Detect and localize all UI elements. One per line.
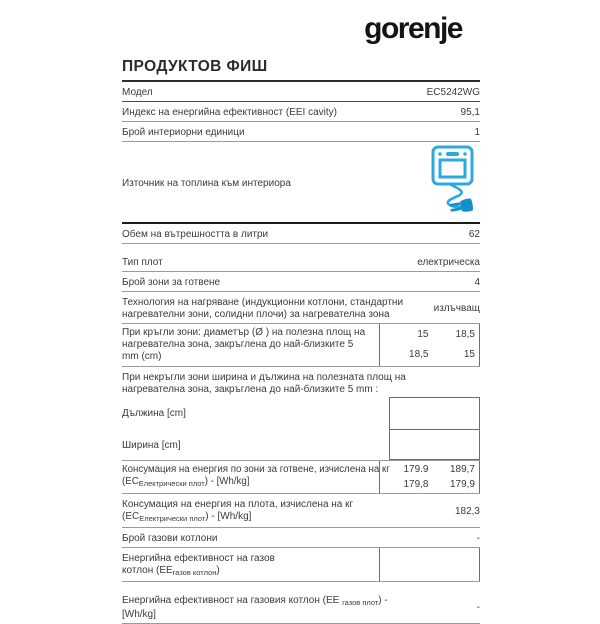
energy-per-zone-cell: 189,7 [449,463,475,475]
gas-hob-efficiency-value: - [476,602,480,613]
energy-per-zone-cell: 179,8 [403,478,429,490]
row-round-zones [122,324,480,367]
row-energy-per-zone [122,460,480,494]
heating-technology-label: Технология на нагряване (индукционни котлони, стандартни нагревателни зони, солидни плочи) за нагревателна зона [122,297,404,320]
width-value-box [389,429,480,460]
length-label: Дължина [cm] [122,408,186,419]
round-zones-cell: 15 [463,349,475,360]
model-value: EC5242WG [426,87,480,98]
round-zones-label: При кръгли зони: диаметър (Ø ) на полезна площ на нагревателна зона, закръглена до най-близките 5 mm (cm) [122,327,366,362]
row-model [122,82,480,102]
energy-per-zone-cell: 179.9 [403,463,429,475]
electric-oven-plug-icon [430,145,476,221]
eei-value: 95,1 [460,107,480,118]
energy-per-zone-label: Консумация на енергия по зони за готвене, изчислена на кг $(EC_{Електрически плот}) - [Wh/kg]$ [122,464,390,488]
hob-type-value: електрическа [417,257,480,268]
cavities-label: Брой интериорни единици [122,127,245,138]
gas-burner-efficiency-label-subscript: газов котлон [172,568,217,577]
row-gas-hob-efficiency [122,590,480,624]
row-width [122,430,480,460]
row-heating-technology [122,292,480,324]
gas-hob-efficiency-label: Енергийна ефективност на газовия котлон (EE $_{газов плот}$) - [Wh/kg] [122,595,388,620]
section-spacer [122,582,480,590]
heating-technology-value: излъчващ [433,303,480,314]
gas-burner-efficiency-label: Енергийна ефективност на газов котлон $(EE_{газов котлон})$ [122,553,275,577]
volume-value: 62 [468,229,480,240]
row-gas-burner-efficiency [122,548,480,582]
cooking-zones-value: 4 [474,277,480,288]
round-zones-cell: 18,5 [409,349,429,360]
row-heat-source [122,142,480,224]
page-title: ПРОДУКТОВ ФИШ [122,58,480,82]
gas-burner-efficiency-value-box [379,548,480,581]
row-volume [122,224,480,244]
fiche-content [122,0,480,624]
length-value-box [389,397,480,430]
energy-hob-value: 182,3 [454,506,480,517]
heat-source-label: Източник на топлина към интериора [122,177,291,189]
row-noncircular-zones [122,367,480,397]
energy-per-zone-cell: 179,9 [449,478,475,490]
width-label: Ширина [cm] [122,439,181,451]
cooking-zones-label: Брой зони за готвене [122,277,221,288]
model-label: Модел [122,87,153,98]
round-zones-cell: 18,5 [455,329,475,340]
energy-hob-label: Консумация на енергия на плота, изчислена на кг $(EC_{Електрически плот}) - [Wh/kg]$ [122,499,354,523]
energy-hob-label-subscript: Електрически плот [139,514,206,523]
volume-label: Обем на вътрешността в литри [122,229,269,240]
row-length [122,397,480,430]
row-cavities [122,122,480,142]
energy-per-zone-label-subscript: Електрически плот [138,479,205,488]
gas-burners-value: - [476,533,480,544]
gas-burners-label: Брой газови котлони [122,533,218,544]
energy-per-zone-value-grid [379,461,480,493]
row-energy-hob [122,494,480,528]
cavities-value: 1 [474,127,480,138]
row-hob-type [122,252,480,272]
noncircular-zones-label: При некръгли зони ширина и дължина на полезната площ на нагревателна зона, закръглена до най-близките 5 mm : [122,372,406,395]
row-cooking-zones [122,272,480,292]
gorenje-logo: gorenje [364,12,462,45]
round-zones-cell: 15 [417,329,429,340]
row-gas-burners [122,528,480,548]
row-eei [122,102,480,122]
hob-type-label: Тип плот [122,257,163,268]
gas-hob-efficiency-label-subscript: газов плот [342,598,379,607]
eei-label: Индекс на енергийна ефективност (EEI cavity) [122,107,337,118]
round-zones-value-grid [379,324,480,366]
section-spacer [122,244,480,252]
